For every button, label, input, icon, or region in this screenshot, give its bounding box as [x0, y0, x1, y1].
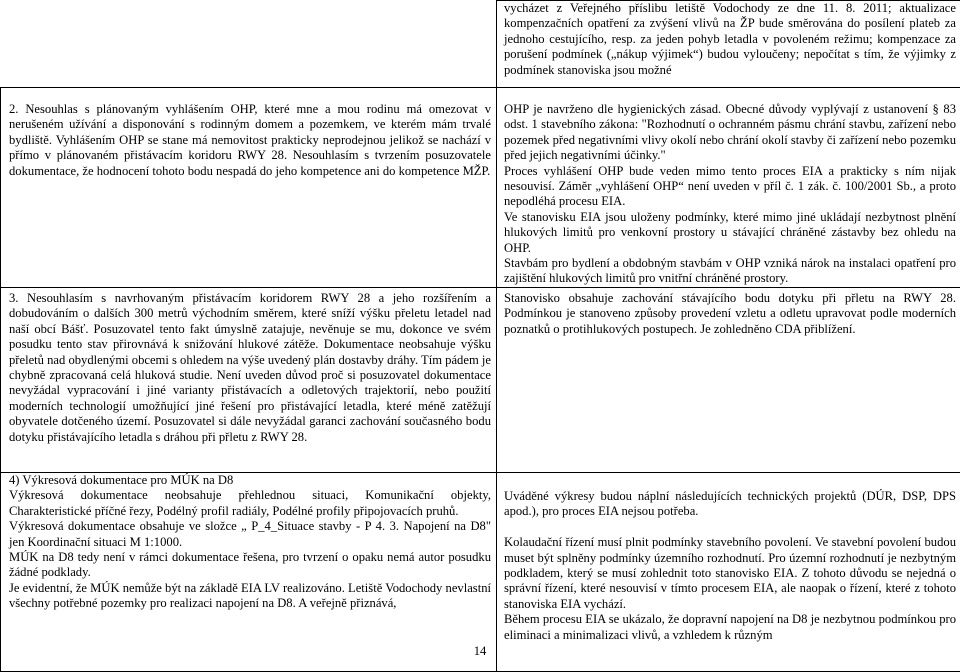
comment-text: 3. Nesouhlasím s navrhovaným přistávacím koridorem RWY 28 a jeho rozšířením a dobudováním o dalších 300 metrů východním směrem, které sníží výšku přeletu letadel nad naší obcí Bášť. Posuzovatel tento fakt úmyslně zatajuje, nevěnuje se mu, dokonce ve svém posudku tento stav přirovnává k snižování hlukové zátěže. Dokumentace neobsahuje výšku přeletů nad obydlenými obcemi s ohledem na výše uvedený plán dostavby dráhy. Tím pádem je chybně zpracovaná celá hluková studie. Není uveden důvod proč si posuzovatel dokumentace nevyžádal vypracování i jiné varianty přistávacích a odletových trajektorií, nebo použití moderních technologií umožňující jiné řešení pro přistávající letadla, které méně zatěžují obyvatele dotčeného území. Posuzovatel si dále nevyžádal garanci zachování současného bodu dotyku přistávajícího letadla s dráhou při přletu z RWY 28.: [1, 288, 496, 445]
table-row: [1, 1, 960, 88]
table-cell-response: [497, 472, 960, 671]
response-text: Uváděné výkresy budou náplní následujících technických projektů (DÚR, DSP, DPS apod.), pro proces EIA nejsou potřeba. Kolaudační řízení musí plnit podmínky stavebního povolení. Ve stavební povolení budou muset být splněny podmínky územního rozhodnutí. Pro územní rozhodnutí je nezbytným podkladem, který se musí zohlednit toto stanovisko EIA. Z tohoto důvodu se nejedná o správní řízení, které nesouvisí v tímto procesem EIA, ale naopak o řízení, které z tohoto stanoviska EIA vychází. Během procesu EIA se ukázalo, že dopravní napojení na D8 je nezbytnou podmínkou pro eliminaci a minimalizaci vlivů, a vzhledem k různým: [497, 473, 960, 643]
table-row: [1, 88, 960, 288]
response-text: vycházet z Veřejného příslibu letiště Vodochody ze dne 11. 8. 2011; aktualizace kompenzačních opatření za zvýšení vlivů na ŽP bude směrována do posílení plateb za jednoho cestujícího, resp. za jeden pohyb letadla v povoleném režimu; kompenzace za porušení podmínek („nákup výjimek“) budou vyloučeny; nepočítat s tím, že výjimky z podmínek stanoviska jsou možné: [497, 1, 960, 78]
table-cell-response: [497, 88, 960, 288]
table-cell-comment: [1, 472, 497, 671]
response-text: OHP je navrženo dle hygienických zásad. Obecné důvody vyplývají z ustanovení § 83 odst. 1 stavebního zákona: "Rozhodnutí o ochranném pásmu chrání stavbu, zařízení nebo pozemek před negativními vlivy okolí nebo chrání okolí stavby či zařízení nebo pozemku před jejich negativními účinky." Proces vyhlášení OHP bude veden mimo tento proces EIA a prakticky s ním nijak nesouvisí. Zámĕr „vyhlášení OHP“ není uveden v příl č. 1 zák. č. 100/2001 Sb., a proto nepodléhá procesu EIA. Ve stanovisku EIA jsou uloženy podmínky, které mimo jiné ukládají nezbytnost plnění hlukových limitů pro venkovní prostory u stávající chráněné zástavby bez ohledu na OHP. Stavbám pro bydlení a obdobným stavbám v OHP vzniká nárok na instalaci opatření pro zajištění hlukových limitů pro vnitřní chráněné prostory.: [497, 88, 960, 287]
comment-text: 4) Výkresová dokumentace pro MÚK na D8 Výkresová dokumentace neobsahuje přehlednou situaci, Komunikační objekty, Charakteristické příčné řezy, Podélný profil radiály, Podélné profily připojovacích pruhů. Výkresová dokumentace obsahuje ve složce „ P_4_Situace stavby - P 4. 3. Napojení na D8" jen Koordinační situaci M 1:1000. MÚK na D8 tedy není v rámci dokumentace řešena, pro tvrzení o opaku nemá autor posudku žádné podklady. Je evidentní, že MÚK nemůže být na základě EIA LV realizováno. Letiště Vodochody nevlastní všechny potřebné pozemky pro realizaci napojení na D8. A veřejně přiznává,: [1, 473, 496, 612]
table-cell-comment: [1, 287, 497, 472]
table-row: [1, 472, 960, 671]
response-text: Stanovisko obsahuje zachování stávajícího bodu dotyku při přletu na RWY 28. Podmínkou je stanoveno způsoby provedení vzletu a odletu upravovat podle moderních poznatků o protihlukových postupech. Je zohledněno CDA přiblížení.: [497, 288, 960, 337]
table-cell-comment: [1, 88, 497, 288]
table-cell-response: [497, 287, 960, 472]
page-number: 14: [0, 644, 960, 658]
comment-text: 2. Nesouhlas s plánovaným vyhlášením OHP, které mne a mou rodinu má omezovat v nerušeném užívání a disponování s rodinným domem a pozemkem, ve kterém mám trvalé bydliště. Vyhlášením OHP se stane má nemovitost prakticky neprodejnou jelikož se nachází v přímo v plánovaném přistávacím koridoru RWY 28. Nesouhlasím s tvrzením posuzovatele dokumentace, že hodnocení tohoto bodu nespadá do jeho kompetence ani do kompetence MŽP.: [1, 88, 496, 179]
table-cell-empty: [1, 1, 497, 88]
table-row: [1, 287, 960, 472]
table-cell-response: [497, 1, 960, 88]
